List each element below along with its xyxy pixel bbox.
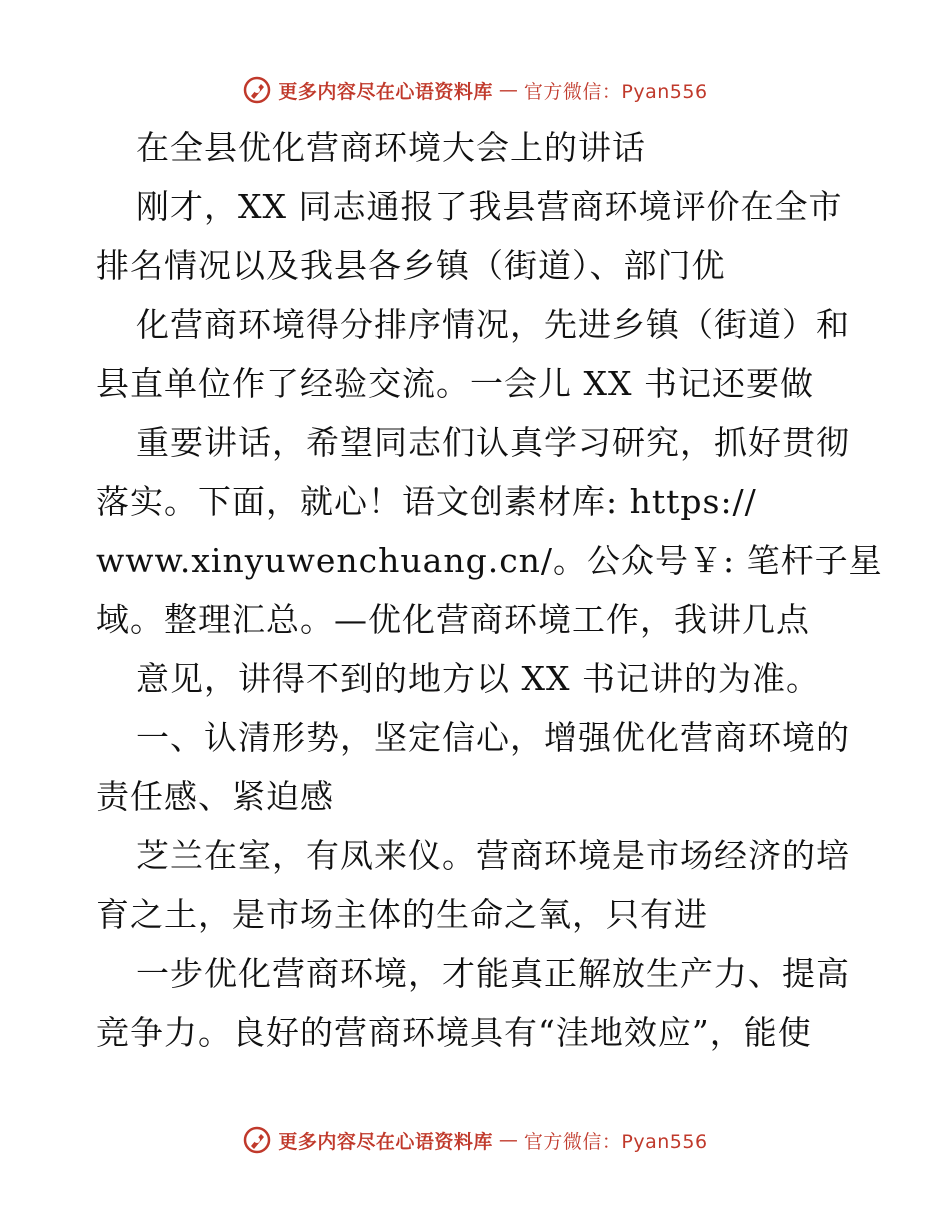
watermark-account-text: 官方微信：Pyan556 — [523, 80, 708, 103]
watermark-separator: — — [498, 1129, 518, 1151]
text-line: 县直单位作了经验交流。一会儿 XX 书记还要做 — [96, 364, 814, 403]
document-body — [96, 118, 883, 1062]
header-watermark — [0, 70, 950, 110]
text-line: 芝兰在室，有凤来仪。营商环境是市场经济的培 — [136, 836, 850, 875]
pen-circle-logo-icon — [242, 1125, 272, 1155]
text-line: 排名情况以及我县各乡镇（街道）、部门优 — [96, 246, 726, 285]
text-line: 竞争力。良好的营商环境具有“洼地效应”，能使 — [96, 1013, 812, 1052]
text-line: www.xinyuwenchuang.cn/。公众号￥: 笔杆子星 — [96, 541, 883, 580]
pen-circle-logo-icon — [242, 75, 272, 105]
footer-watermark — [0, 1120, 950, 1160]
text-line: 育之土，是市场主体的生命之氧，只有进 — [96, 895, 708, 934]
watermark-separator: — — [498, 79, 518, 101]
text-line: 化营商环境得分排序情况，先进乡镇（街道）和 — [136, 305, 850, 344]
section-heading: 一、认清形势，坚定信心，增强优化营商环境的 — [136, 718, 850, 757]
text-line: 刚才，XX 同志通报了我县营商环境评价在全市 — [136, 187, 843, 226]
document-title: 在全县优化营商环境大会上的讲话 — [136, 128, 646, 167]
watermark-account-text: 官方微信：Pyan556 — [523, 1130, 708, 1153]
text-line: 落实。下面，就心！语文创素材库: https:// — [96, 482, 757, 521]
watermark-main-text: 更多内容尽在心语资料库 — [278, 80, 493, 103]
text-line: 一步优化营商环境，才能真正解放生产力、提高 — [136, 954, 850, 993]
text-line: 域。整理汇总。—优化营商环境工作，我讲几点 — [96, 600, 810, 639]
text-line: 重要讲话，希望同志们认真学习研究，抓好贯彻 — [136, 423, 850, 462]
section-heading-continued: 责任感、紧迫感 — [96, 777, 334, 816]
watermark-main-text: 更多内容尽在心语资料库 — [278, 1130, 493, 1153]
text-line: 意见，讲得不到的地方以 XX 书记讲的为准。 — [136, 659, 820, 698]
